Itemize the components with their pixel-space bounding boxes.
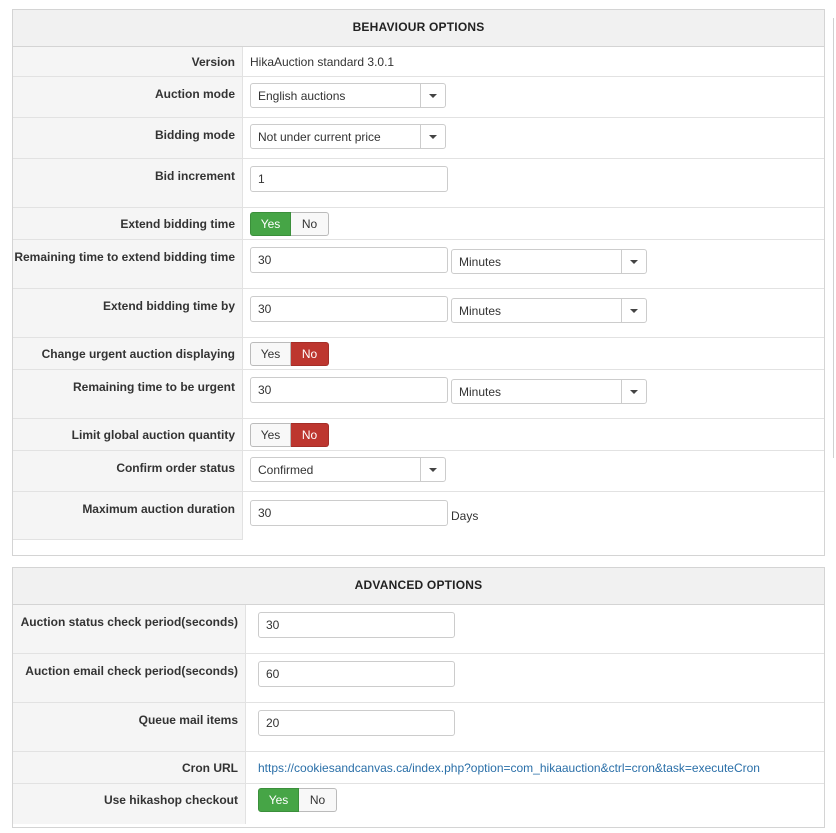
chevron-down-icon	[420, 458, 445, 481]
chevron-down-icon	[621, 299, 646, 322]
remaining-urgent-unit-value: Minutes	[459, 384, 502, 399]
extend-bidding-toggle	[250, 212, 329, 236]
remaining-urgent-label: Remaining time to be urgent	[13, 370, 243, 418]
status-check-row	[13, 605, 824, 654]
auction-mode-select[interactable]	[250, 83, 446, 108]
limit-quantity-toggle	[250, 423, 329, 447]
hikashop-checkout-toggle	[258, 788, 337, 812]
limit-quantity-no-button[interactable]: No	[291, 423, 329, 447]
urgent-display-label: Change urgent auction displaying	[13, 338, 243, 369]
max-duration-label: Maximum auction duration	[13, 492, 243, 540]
bidding-mode-select[interactable]	[250, 124, 446, 149]
remaining-extend-label: Remaining time to extend bidding time	[13, 240, 243, 288]
extend-bidding-yes-button[interactable]: Yes	[250, 212, 291, 236]
email-check-row	[13, 654, 824, 703]
hikashop-checkout-yes-button[interactable]: Yes	[258, 788, 299, 812]
cron-url-link[interactable]: https://cookiesandcanvas.ca/index.php?option=com_hikaauction&ctrl=cron&task=executeCron	[258, 761, 760, 775]
chevron-down-icon	[621, 380, 646, 403]
max-duration-unit: Days	[451, 509, 479, 523]
limit-quantity-yes-button[interactable]: Yes	[250, 423, 291, 447]
max-duration-row	[13, 492, 824, 540]
extend-by-input[interactable]	[250, 296, 448, 322]
extend-bidding-row	[13, 208, 824, 240]
version-label: Version	[13, 47, 243, 76]
chevron-down-icon	[420, 125, 445, 148]
extend-by-row	[13, 289, 824, 338]
queue-mail-input[interactable]	[258, 710, 455, 736]
bidding-mode-value: Not under current price	[258, 129, 381, 144]
auction-mode-label: Auction mode	[13, 77, 243, 117]
confirm-status-select[interactable]	[250, 457, 446, 482]
queue-mail-row	[13, 703, 824, 752]
urgent-display-no-button[interactable]: No	[291, 342, 329, 366]
bidding-mode-row	[13, 118, 824, 159]
chevron-down-icon	[420, 84, 445, 107]
urgent-display-row	[13, 338, 824, 370]
behaviour-options-title: BEHAVIOUR OPTIONS	[13, 10, 824, 47]
remaining-urgent-row	[13, 370, 824, 419]
auction-mode-value: English auctions	[258, 88, 346, 103]
remaining-urgent-unit-select[interactable]	[451, 379, 647, 404]
advanced-options-title: ADVANCED OPTIONS	[13, 568, 824, 605]
email-check-input[interactable]	[258, 661, 455, 687]
extend-by-label: Extend bidding time by	[13, 289, 243, 337]
urgent-display-yes-button[interactable]: Yes	[250, 342, 291, 366]
queue-mail-label: Queue mail items	[13, 703, 246, 751]
remaining-extend-input[interactable]	[250, 247, 448, 273]
extend-bidding-no-button[interactable]: No	[291, 212, 329, 236]
hikashop-checkout-label: Use hikashop checkout	[13, 784, 246, 824]
bidding-mode-label: Bidding mode	[13, 118, 243, 158]
extend-bidding-label: Extend bidding time	[13, 208, 243, 239]
confirm-status-label: Confirm order status	[13, 451, 243, 491]
extend-by-unit-value: Minutes	[459, 303, 502, 318]
bid-increment-row	[13, 159, 824, 208]
version-row	[13, 47, 824, 77]
extend-by-unit-select[interactable]	[451, 298, 647, 323]
page-divider	[833, 18, 834, 458]
remaining-extend-unit-select[interactable]	[451, 249, 647, 274]
bid-increment-label: Bid increment	[13, 159, 243, 207]
version-value: HikaAuction standard 3.0.1	[250, 55, 395, 69]
confirm-status-row	[13, 451, 824, 492]
hikashop-checkout-no-button[interactable]: No	[299, 788, 337, 812]
hikashop-checkout-row	[13, 784, 824, 824]
status-check-input[interactable]	[258, 612, 455, 638]
cron-url-row	[13, 752, 824, 784]
cron-url-label: Cron URL	[13, 752, 246, 783]
behaviour-options-panel	[12, 9, 825, 556]
email-check-label: Auction email check period(seconds)	[13, 654, 246, 702]
chevron-down-icon	[621, 250, 646, 273]
urgent-display-toggle	[250, 342, 329, 366]
auction-mode-row	[13, 77, 824, 118]
advanced-options-panel	[12, 567, 825, 828]
max-duration-input[interactable]	[250, 500, 448, 526]
limit-quantity-row	[13, 419, 824, 451]
status-check-label: Auction status check period(seconds)	[13, 605, 246, 653]
remaining-urgent-input[interactable]	[250, 377, 448, 403]
limit-quantity-label: Limit global auction quantity	[13, 419, 243, 450]
confirm-status-value: Confirmed	[258, 462, 314, 477]
remaining-extend-row	[13, 240, 824, 289]
remaining-extend-unit-value: Minutes	[459, 254, 502, 269]
bid-increment-input[interactable]	[250, 166, 448, 192]
